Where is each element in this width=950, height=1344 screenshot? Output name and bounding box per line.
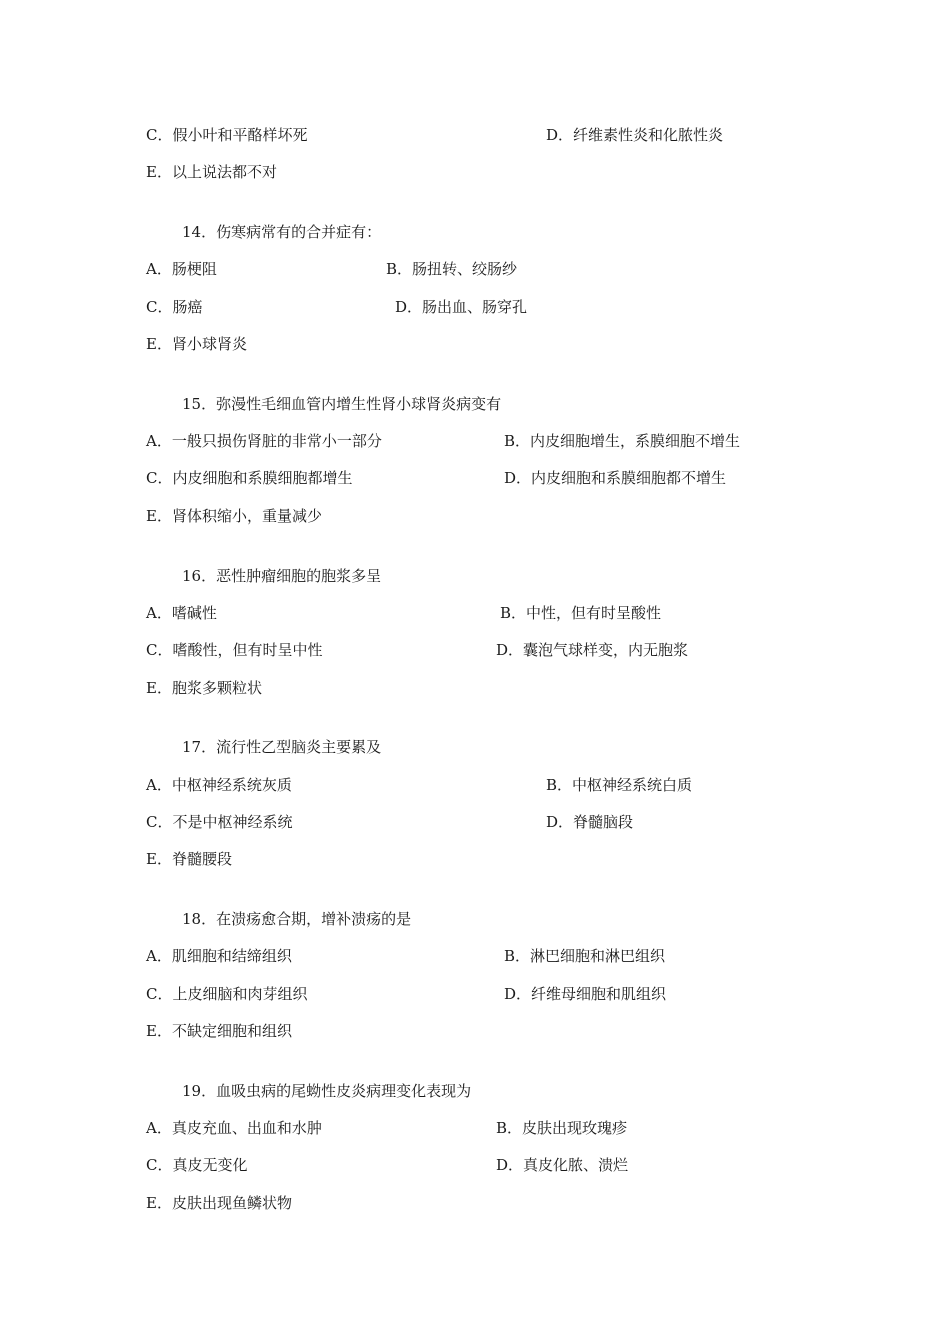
q19-option-e: E．皮肤出现鱼鳞状物: [146, 1194, 292, 1212]
q14-stem: 14．伤寒病常有的合并症有：: [182, 223, 382, 241]
q14-option-a: A．肠梗阻: [146, 260, 217, 278]
q15-option-b: B．内皮细胞增生，系膜细胞不增生: [504, 432, 741, 450]
q15-option-c: C．内皮细胞和系膜细胞都增生: [146, 469, 353, 487]
q18-option-c: C．上皮细脑和肉芽组织: [146, 985, 308, 1003]
q16-option-c: C．嗜酸性，但有时呈中性: [146, 641, 323, 659]
q16-option-a: A．嗜碱性: [146, 604, 217, 622]
q15-option-d: D．内皮细胞和系膜细胞都不增生: [504, 469, 727, 487]
q17-option-a: A．中枢神经系统灰质: [146, 776, 292, 794]
q14-option-b: B．肠扭转、绞肠纱: [386, 260, 518, 278]
q16-option-e: E．胞浆多颗粒状: [146, 679, 262, 697]
q18-option-a: A．肌细胞和结缔组织: [146, 947, 292, 965]
q17-option-c: C．不是中枢神经系统: [146, 813, 293, 831]
q19-option-b: B．皮肤出现玫瑰疹: [496, 1119, 628, 1137]
q13-option-d: D．纤维素性炎和化脓性炎: [546, 126, 724, 144]
q16-option-d: D．囊泡气球样变，内无胞浆: [496, 641, 689, 659]
q17-option-b: B．中枢神经系统白质: [546, 776, 693, 794]
q18-option-b: B．淋巴细胞和淋巴组织: [504, 947, 666, 965]
q13-option-e: E．以上说法都不对: [146, 163, 277, 181]
q15-option-a: A．一般只损伤肾脏的非常小一部分: [146, 432, 382, 450]
q18-option-d: D．纤维母细胞和肌组织: [504, 985, 667, 1003]
q16-option-b: B．中性，但有时呈酸性: [500, 604, 662, 622]
q17-option-d: D．脊髓脑段: [546, 813, 634, 831]
q18-stem: 18．在溃疡愈合期，增补溃疡的是: [182, 910, 412, 928]
q19-option-a: A．真皮充血、出血和水肿: [146, 1119, 322, 1137]
q13-option-c: C．假小叶和平酪样坏死: [146, 126, 308, 144]
q15-stem: 15．弥漫性毛细血管内增生性肾小球肾炎病变有: [182, 395, 502, 413]
q19-option-d: D．真皮化脓、溃烂: [496, 1156, 629, 1174]
q14-option-d: D．肠出血、肠穿孔: [395, 298, 528, 316]
q19-stem: 19．血吸虫病的尾蚴性皮炎病理变化表现为: [182, 1082, 472, 1100]
q19-option-c: C．真皮无变化: [146, 1156, 248, 1174]
q17-option-e: E．脊髓腰段: [146, 850, 232, 868]
q17-stem: 17．流行性乙型脑炎主要累及: [182, 738, 382, 756]
q18-option-e: E．不缺定细胞和组织: [146, 1022, 292, 1040]
q16-stem: 16．恶性肿瘤细胞的胞浆多呈: [182, 567, 382, 585]
q15-option-e: E．肾体积缩小，重量减少: [146, 507, 322, 525]
q14-option-e: E．肾小球肾炎: [146, 335, 247, 353]
q14-option-c: C．肠癌: [146, 298, 203, 316]
